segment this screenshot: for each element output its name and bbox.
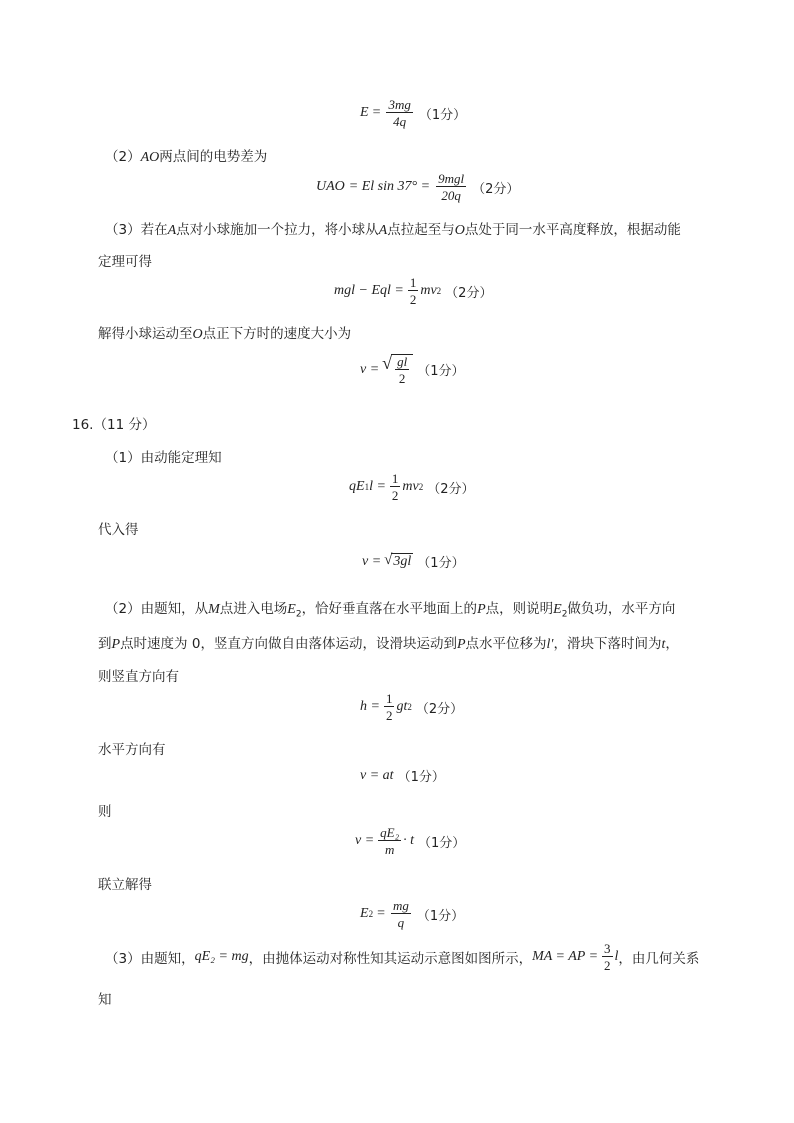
equation-free-fall xyxy=(360,692,463,722)
fraction xyxy=(436,172,466,202)
radicand xyxy=(391,354,413,385)
text: 点对小球施加一个拉力，将小球从 xyxy=(176,222,379,238)
denominator: 2 xyxy=(391,488,399,503)
text: 点，则说明 xyxy=(485,601,554,617)
text: 两点间的电势差为 xyxy=(159,149,268,165)
symbol: E xyxy=(287,602,296,617)
symbol: A xyxy=(378,223,388,238)
paragraph-substitute: 代入得 xyxy=(98,522,139,538)
expression: MA = AP = xyxy=(532,949,599,964)
fraction xyxy=(391,899,411,929)
text: （2）由题知，从 xyxy=(105,601,209,617)
paragraph-q16-part1: （1）由动能定理知 xyxy=(105,450,222,466)
equation-field-e xyxy=(360,98,466,128)
score: （2分） xyxy=(445,285,493,301)
subscript: 2 xyxy=(561,609,568,620)
symbol: O xyxy=(192,327,203,342)
symbol: P xyxy=(111,637,121,652)
fraction xyxy=(386,98,412,128)
equals: = xyxy=(372,105,381,120)
equation-horizontal-velocity xyxy=(360,766,445,785)
equals: = xyxy=(377,906,385,921)
equation-energy xyxy=(334,276,492,306)
text: 点水平位移为 xyxy=(465,636,547,652)
score: （2分） xyxy=(427,481,475,497)
expression: gt xyxy=(396,699,408,714)
radical-sign: √ xyxy=(384,552,393,568)
symbol: O xyxy=(454,223,465,238)
score: （1分） xyxy=(417,364,465,379)
paragraph-q16-part2-line2 xyxy=(98,632,679,653)
denominator: 4q xyxy=(393,114,407,129)
equation-velocity-result xyxy=(362,552,465,571)
text: 点拉起至与 xyxy=(387,222,455,238)
text: ，由几何关系 xyxy=(618,951,700,967)
denominator: 2 xyxy=(385,708,393,723)
text: 点处于同一水平高度释放，根据动能 xyxy=(464,222,681,238)
equation-velocity xyxy=(360,354,464,385)
text: ， xyxy=(665,636,679,652)
equation-velocity-field xyxy=(355,826,465,856)
denominator: 2 xyxy=(409,292,417,307)
square-root xyxy=(382,354,413,385)
score: （1分） xyxy=(418,835,466,851)
equation-work-energy xyxy=(349,472,475,502)
denominator: m xyxy=(384,842,395,857)
part-label: （3） xyxy=(105,222,141,238)
score: （1分） xyxy=(416,908,465,924)
denominator: q xyxy=(397,915,405,930)
expression: = El sin 37° = xyxy=(348,179,431,194)
expression: l = xyxy=(369,479,386,494)
text: 点进入电场 xyxy=(219,601,288,617)
text: 解得小球运动至 xyxy=(98,326,193,342)
score: （1分） xyxy=(418,107,467,123)
numerator: 3mg xyxy=(388,97,411,112)
symbol: M xyxy=(208,602,220,617)
fraction xyxy=(378,826,401,856)
symbol: P xyxy=(477,602,486,617)
symbol: U xyxy=(316,179,327,194)
radicand: 3gl xyxy=(393,554,412,569)
fraction xyxy=(384,692,395,722)
question-number: 16. xyxy=(72,417,94,433)
expression: h = xyxy=(360,699,380,714)
score: （1分） xyxy=(417,556,465,571)
text: 点时速度为 0，竖直方向做自由落体运动，设滑块运动到 xyxy=(120,636,457,652)
superscript: 2 xyxy=(418,482,424,492)
paragraph-q16-part2 xyxy=(105,597,675,620)
expression: v = xyxy=(360,361,380,377)
text: ，由抛体运动对称性知其运动示意图如图所示， xyxy=(248,951,533,967)
expression: qE₂ = mg xyxy=(194,949,249,964)
numerator: 1 xyxy=(391,471,399,486)
expression: v = xyxy=(355,833,375,848)
fraction xyxy=(390,472,401,502)
text: 做负功，水平方向 xyxy=(567,601,676,617)
expression: mgl − Eql = xyxy=(334,283,404,298)
numerator: gl xyxy=(397,354,408,369)
question-16-header xyxy=(72,413,155,433)
numerator: 9mgl xyxy=(438,171,465,186)
paragraph-q16-part3 xyxy=(105,942,699,972)
subscript: 1 xyxy=(364,482,370,492)
subscript: 2 xyxy=(295,609,302,620)
symbol: P xyxy=(456,637,466,652)
symbol: l xyxy=(614,949,619,964)
numerator: mg xyxy=(392,898,409,913)
numerator: qE₂ xyxy=(380,825,400,840)
text: ，滑块下落时间为 xyxy=(553,636,662,652)
numerator: 3 xyxy=(604,941,611,956)
equation-field-e2 xyxy=(360,899,464,929)
fraction xyxy=(408,276,419,306)
fraction xyxy=(602,942,613,972)
score: （2分） xyxy=(472,181,520,197)
question-score: （11 分） xyxy=(93,417,156,433)
subscript: 2 xyxy=(368,909,374,919)
symbol: AO xyxy=(140,150,160,165)
symbol: E xyxy=(360,105,369,120)
symbol: l′ xyxy=(546,637,554,652)
paragraph-then: 则 xyxy=(98,804,112,820)
symbol: t xyxy=(661,637,666,652)
numerator: 1 xyxy=(409,275,417,290)
text: （3）由题知， xyxy=(105,951,195,967)
text: 到 xyxy=(98,636,112,652)
expression: v = at xyxy=(360,767,394,783)
paragraph-combine: 联立解得 xyxy=(98,877,152,893)
paragraph-part3-line2: 定理可得 xyxy=(98,254,152,270)
denominator: 2 xyxy=(604,958,611,973)
numerator: 1 xyxy=(385,691,393,706)
superscript: 2 xyxy=(407,702,412,712)
symbol: E xyxy=(360,906,369,921)
subscript: AO xyxy=(326,179,345,194)
text: 若在 xyxy=(140,222,168,238)
expression: mv xyxy=(420,283,437,298)
expression: mv xyxy=(402,479,419,494)
radical-sign: √ xyxy=(382,353,393,373)
paragraph-part3 xyxy=(105,218,681,239)
score: （2分） xyxy=(415,701,464,717)
symbol: E xyxy=(553,602,562,617)
symbol: A xyxy=(167,223,177,238)
square-root xyxy=(384,553,413,570)
part-label: （2） xyxy=(105,149,141,165)
paragraph-q16-part3-line2: 知 xyxy=(98,992,112,1008)
denominator: 20q xyxy=(441,188,461,203)
equation-potential-difference xyxy=(316,172,519,202)
paragraph-q16-part2-line3: 则竖直方向有 xyxy=(98,669,179,685)
expression: qE xyxy=(349,479,365,494)
text: 点正下方时的速度大小为 xyxy=(202,326,352,342)
denominator: 2 xyxy=(398,371,406,386)
fraction xyxy=(395,355,409,385)
expression: · t xyxy=(403,833,415,848)
paragraph-solve xyxy=(98,322,351,343)
paragraph-part2 xyxy=(105,145,267,166)
paragraph-horizontal: 水平方向有 xyxy=(98,742,166,758)
superscript: 2 xyxy=(436,286,442,296)
expression: v = xyxy=(362,553,382,569)
score: （1分） xyxy=(397,770,445,785)
text: ，恰好垂直落在水平地面上的 xyxy=(301,601,478,617)
